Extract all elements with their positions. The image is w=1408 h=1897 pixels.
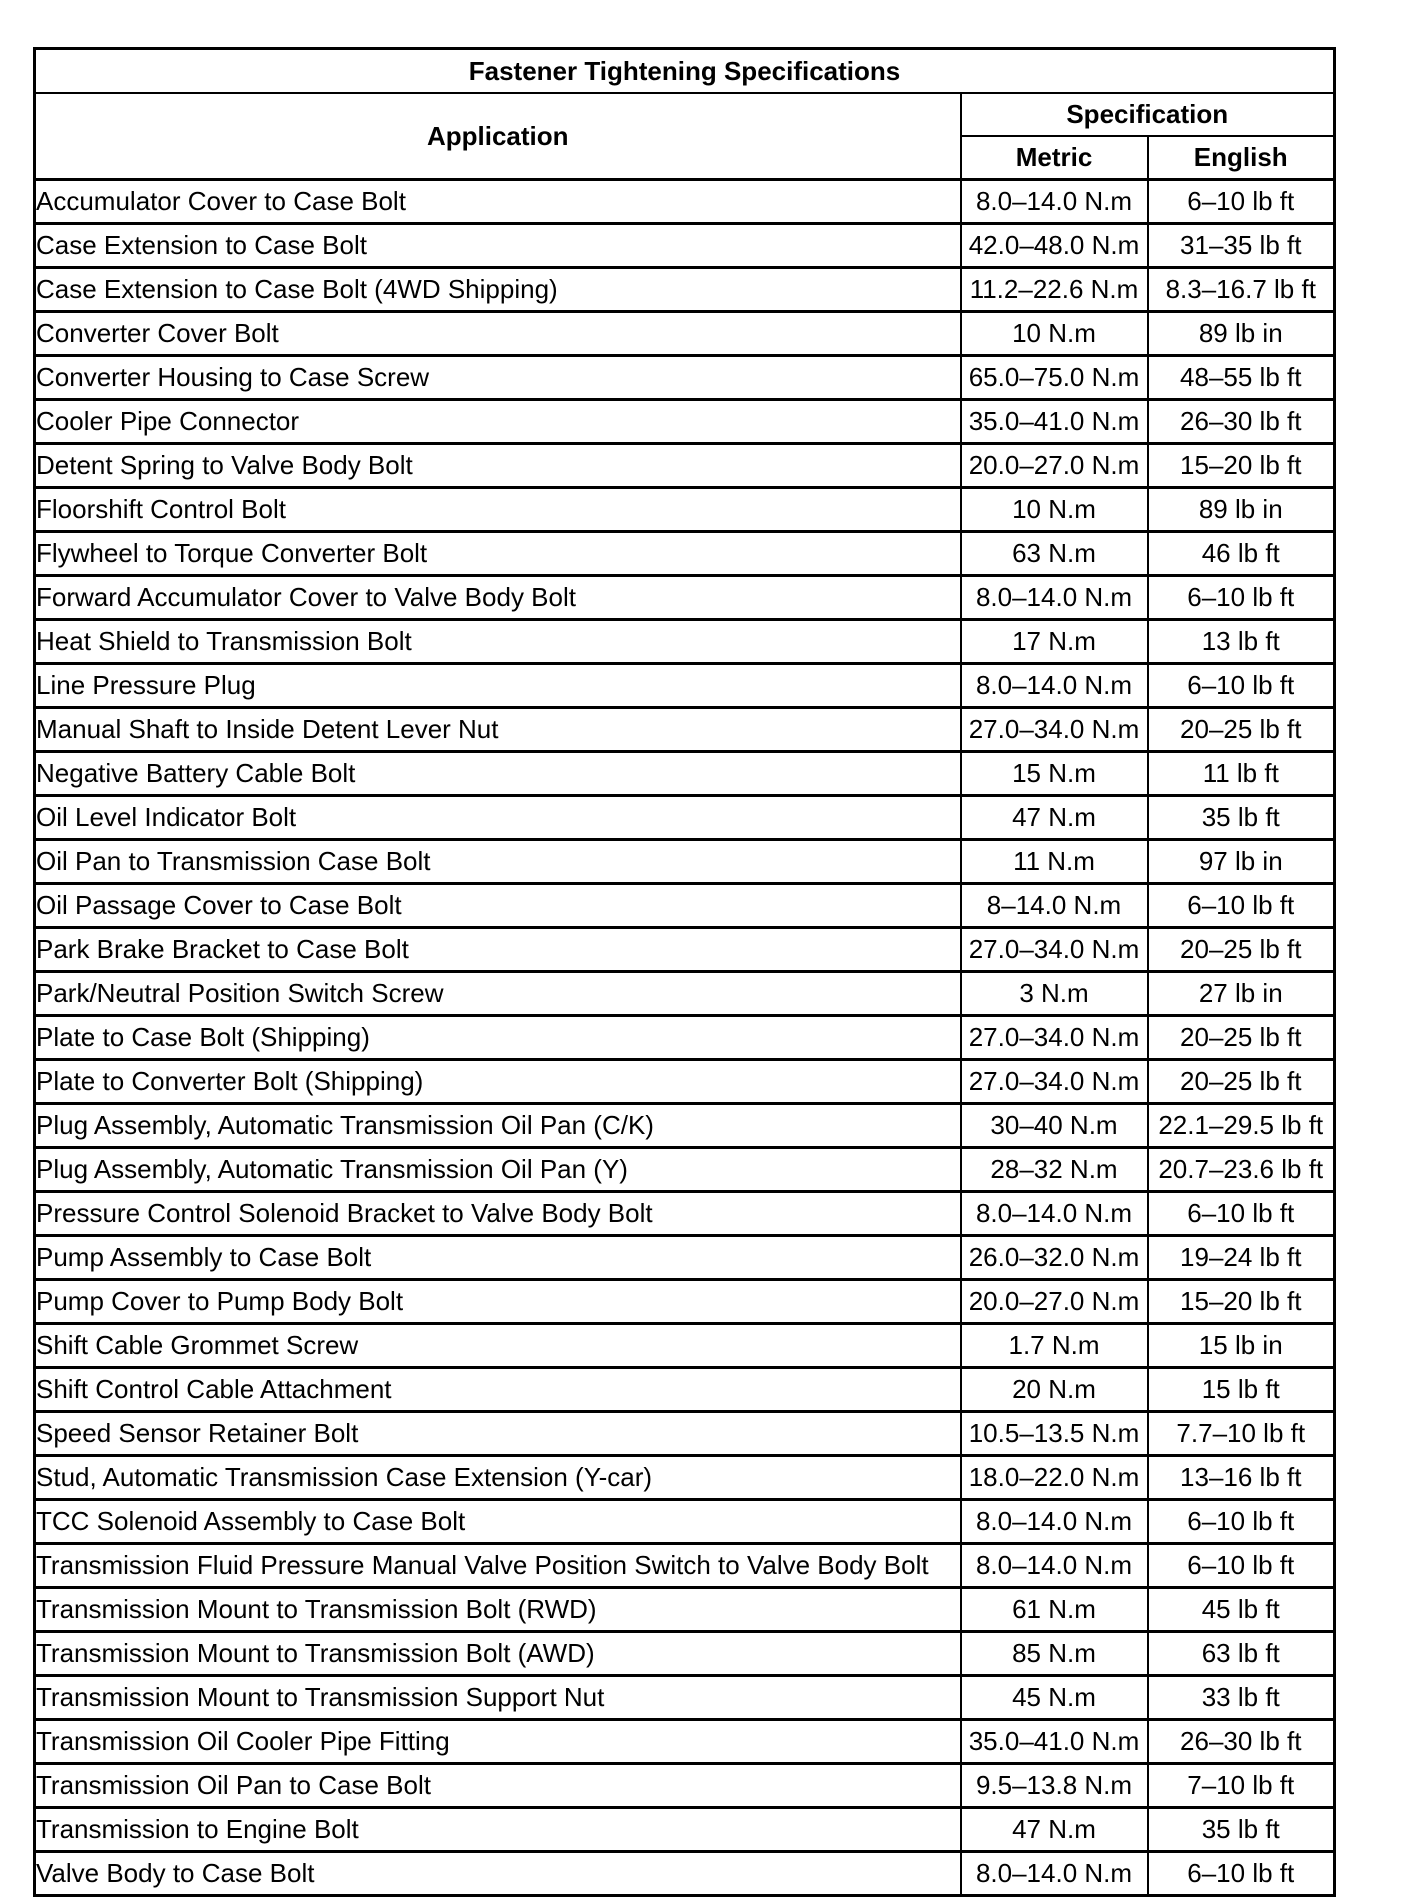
application-cell: Transmission Fluid Pressure Manual Valve Position Switch to Valve Body Bolt bbox=[35, 1544, 961, 1588]
application-cell: Oil Pan to Transmission Case Bolt bbox=[35, 840, 961, 884]
table-row bbox=[35, 1764, 1335, 1808]
english-cell: 6–10 lb ft bbox=[1148, 664, 1335, 708]
metric-cell: 63 N.m bbox=[961, 532, 1148, 576]
english-cell: 20–25 lb ft bbox=[1148, 708, 1335, 752]
table-row bbox=[35, 1500, 1335, 1544]
english-cell: 13 lb ft bbox=[1148, 620, 1335, 664]
english-cell: 48–55 lb ft bbox=[1148, 356, 1335, 400]
english-cell: 7–10 lb ft bbox=[1148, 1764, 1335, 1808]
table-row bbox=[35, 620, 1335, 664]
table-row bbox=[35, 752, 1335, 796]
table-header bbox=[35, 49, 1335, 180]
english-cell: 20.7–23.6 lb ft bbox=[1148, 1148, 1335, 1192]
table-title: Fastener Tightening Specifications bbox=[35, 49, 1335, 94]
metric-cell: 47 N.m bbox=[961, 1808, 1148, 1852]
metric-cell: 85 N.m bbox=[961, 1632, 1148, 1676]
metric-cell: 8–14.0 N.m bbox=[961, 884, 1148, 928]
english-cell: 13–16 lb ft bbox=[1148, 1456, 1335, 1500]
english-cell: 6–10 lb ft bbox=[1148, 576, 1335, 620]
application-cell: Forward Accumulator Cover to Valve Body Bolt bbox=[35, 576, 961, 620]
application-cell: Plug Assembly, Automatic Transmission Oil Pan (Y) bbox=[35, 1148, 961, 1192]
metric-cell: 8.0–14.0 N.m bbox=[961, 1192, 1148, 1236]
metric-cell: 10 N.m bbox=[961, 312, 1148, 356]
table-row bbox=[35, 708, 1335, 752]
application-cell: Manual Shaft to Inside Detent Lever Nut bbox=[35, 708, 961, 752]
english-cell: 89 lb in bbox=[1148, 312, 1335, 356]
application-cell: Converter Housing to Case Screw bbox=[35, 356, 961, 400]
application-cell: Flywheel to Torque Converter Bolt bbox=[35, 532, 961, 576]
english-cell: 35 lb ft bbox=[1148, 796, 1335, 840]
table-row bbox=[35, 928, 1335, 972]
application-cell: Shift Cable Grommet Screw bbox=[35, 1324, 961, 1368]
metric-cell: 8.0–14.0 N.m bbox=[961, 1852, 1148, 1896]
table-row bbox=[35, 1236, 1335, 1280]
metric-cell: 30–40 N.m bbox=[961, 1104, 1148, 1148]
english-cell: 46 lb ft bbox=[1148, 532, 1335, 576]
table-row bbox=[35, 180, 1335, 224]
table-row bbox=[35, 972, 1335, 1016]
table-row bbox=[35, 1808, 1335, 1852]
fastener-spec-table bbox=[33, 47, 1336, 1897]
application-cell: Valve Body to Case Bolt bbox=[35, 1852, 961, 1896]
table-row bbox=[35, 1412, 1335, 1456]
english-cell: 15–20 lb ft bbox=[1148, 444, 1335, 488]
metric-cell: 27.0–34.0 N.m bbox=[961, 928, 1148, 972]
application-cell: Transmission Mount to Transmission Bolt (AWD) bbox=[35, 1632, 961, 1676]
metric-cell: 35.0–41.0 N.m bbox=[961, 400, 1148, 444]
application-cell: Case Extension to Case Bolt bbox=[35, 224, 961, 268]
application-cell: Pressure Control Solenoid Bracket to Valve Body Bolt bbox=[35, 1192, 961, 1236]
english-cell: 45 lb ft bbox=[1148, 1588, 1335, 1632]
application-cell: Oil Level Indicator Bolt bbox=[35, 796, 961, 840]
metric-header: Metric bbox=[961, 136, 1148, 180]
english-cell: 6–10 lb ft bbox=[1148, 180, 1335, 224]
table-row bbox=[35, 1148, 1335, 1192]
english-header: English bbox=[1148, 136, 1335, 180]
metric-cell: 8.0–14.0 N.m bbox=[961, 664, 1148, 708]
application-cell: Transmission Oil Pan to Case Bolt bbox=[35, 1764, 961, 1808]
metric-cell: 20.0–27.0 N.m bbox=[961, 1280, 1148, 1324]
application-cell: Floorshift Control Bolt bbox=[35, 488, 961, 532]
english-cell: 19–24 lb ft bbox=[1148, 1236, 1335, 1280]
english-cell: 8.3–16.7 lb ft bbox=[1148, 268, 1335, 312]
metric-cell: 61 N.m bbox=[961, 1588, 1148, 1632]
metric-cell: 42.0–48.0 N.m bbox=[961, 224, 1148, 268]
metric-cell: 45 N.m bbox=[961, 1676, 1148, 1720]
table-row bbox=[35, 488, 1335, 532]
application-cell: Pump Cover to Pump Body Bolt bbox=[35, 1280, 961, 1324]
application-cell: Plate to Converter Bolt (Shipping) bbox=[35, 1060, 961, 1104]
english-cell: 20–25 lb ft bbox=[1148, 1016, 1335, 1060]
english-cell: 6–10 lb ft bbox=[1148, 1852, 1335, 1896]
metric-cell: 9.5–13.8 N.m bbox=[961, 1764, 1148, 1808]
application-cell: Line Pressure Plug bbox=[35, 664, 961, 708]
english-cell: 6–10 lb ft bbox=[1148, 1192, 1335, 1236]
metric-cell: 1.7 N.m bbox=[961, 1324, 1148, 1368]
table-row bbox=[35, 1588, 1335, 1632]
application-cell: Transmission Mount to Transmission Bolt (RWD) bbox=[35, 1588, 961, 1632]
english-cell: 11 lb ft bbox=[1148, 752, 1335, 796]
metric-cell: 26.0–32.0 N.m bbox=[961, 1236, 1148, 1280]
table-row bbox=[35, 1456, 1335, 1500]
english-cell: 15–20 lb ft bbox=[1148, 1280, 1335, 1324]
table-row bbox=[35, 1720, 1335, 1764]
metric-cell: 8.0–14.0 N.m bbox=[961, 576, 1148, 620]
table-row bbox=[35, 664, 1335, 708]
table-row bbox=[35, 444, 1335, 488]
table-row bbox=[35, 1104, 1335, 1148]
application-cell: Oil Passage Cover to Case Bolt bbox=[35, 884, 961, 928]
application-cell: Transmission Oil Cooler Pipe Fitting bbox=[35, 1720, 961, 1764]
metric-cell: 65.0–75.0 N.m bbox=[961, 356, 1148, 400]
table-row bbox=[35, 1280, 1335, 1324]
application-cell: Transmission Mount to Transmission Support Nut bbox=[35, 1676, 961, 1720]
english-cell: 6–10 lb ft bbox=[1148, 884, 1335, 928]
table-row bbox=[35, 1324, 1335, 1368]
english-cell: 6–10 lb ft bbox=[1148, 1500, 1335, 1544]
table-row bbox=[35, 1544, 1335, 1588]
table-row bbox=[35, 400, 1335, 444]
application-cell: Transmission to Engine Bolt bbox=[35, 1808, 961, 1852]
table-row bbox=[35, 532, 1335, 576]
application-cell: Shift Control Cable Attachment bbox=[35, 1368, 961, 1412]
metric-cell: 11 N.m bbox=[961, 840, 1148, 884]
english-cell: 20–25 lb ft bbox=[1148, 1060, 1335, 1104]
english-cell: 63 lb ft bbox=[1148, 1632, 1335, 1676]
table-row bbox=[35, 356, 1335, 400]
application-cell: Cooler Pipe Connector bbox=[35, 400, 961, 444]
metric-cell: 47 N.m bbox=[961, 796, 1148, 840]
metric-cell: 11.2–22.6 N.m bbox=[961, 268, 1148, 312]
application-cell: Plate to Case Bolt (Shipping) bbox=[35, 1016, 961, 1060]
table-row bbox=[35, 1368, 1335, 1412]
application-cell: Stud, Automatic Transmission Case Extension (Y-car) bbox=[35, 1456, 961, 1500]
application-cell: Accumulator Cover to Case Bolt bbox=[35, 180, 961, 224]
metric-cell: 17 N.m bbox=[961, 620, 1148, 664]
english-cell: 35 lb ft bbox=[1148, 1808, 1335, 1852]
english-cell: 15 lb ft bbox=[1148, 1368, 1335, 1412]
metric-cell: 10 N.m bbox=[961, 488, 1148, 532]
metric-cell: 10.5–13.5 N.m bbox=[961, 1412, 1148, 1456]
english-cell: 15 lb in bbox=[1148, 1324, 1335, 1368]
metric-cell: 8.0–14.0 N.m bbox=[961, 180, 1148, 224]
table-row bbox=[35, 1632, 1335, 1676]
application-cell: Pump Assembly to Case Bolt bbox=[35, 1236, 961, 1280]
english-cell: 31–35 lb ft bbox=[1148, 224, 1335, 268]
application-cell: Detent Spring to Valve Body Bolt bbox=[35, 444, 961, 488]
english-cell: 33 lb ft bbox=[1148, 1676, 1335, 1720]
table-row bbox=[35, 1016, 1335, 1060]
application-cell: Heat Shield to Transmission Bolt bbox=[35, 620, 961, 664]
application-cell: Case Extension to Case Bolt (4WD Shipping) bbox=[35, 268, 961, 312]
table-row bbox=[35, 1192, 1335, 1236]
table-row bbox=[35, 1060, 1335, 1104]
metric-cell: 27.0–34.0 N.m bbox=[961, 708, 1148, 752]
application-cell: Park/Neutral Position Switch Screw bbox=[35, 972, 961, 1016]
application-cell: Park Brake Bracket to Case Bolt bbox=[35, 928, 961, 972]
application-cell: Plug Assembly, Automatic Transmission Oil Pan (C/K) bbox=[35, 1104, 961, 1148]
metric-cell: 28–32 N.m bbox=[961, 1148, 1148, 1192]
metric-cell: 20 N.m bbox=[961, 1368, 1148, 1412]
application-cell: Converter Cover Bolt bbox=[35, 312, 961, 356]
table-row bbox=[35, 576, 1335, 620]
table-row bbox=[35, 1676, 1335, 1720]
metric-cell: 20.0–27.0 N.m bbox=[961, 444, 1148, 488]
table-row bbox=[35, 884, 1335, 928]
english-cell: 97 lb in bbox=[1148, 840, 1335, 884]
metric-cell: 27.0–34.0 N.m bbox=[961, 1060, 1148, 1104]
english-cell: 26–30 lb ft bbox=[1148, 1720, 1335, 1764]
english-cell: 20–25 lb ft bbox=[1148, 928, 1335, 972]
english-cell: 89 lb in bbox=[1148, 488, 1335, 532]
english-cell: 27 lb in bbox=[1148, 972, 1335, 1016]
metric-cell: 3 N.m bbox=[961, 972, 1148, 1016]
metric-cell: 35.0–41.0 N.m bbox=[961, 1720, 1148, 1764]
english-cell: 22.1–29.5 lb ft bbox=[1148, 1104, 1335, 1148]
english-cell: 7.7–10 lb ft bbox=[1148, 1412, 1335, 1456]
application-cell: Speed Sensor Retainer Bolt bbox=[35, 1412, 961, 1456]
table-body bbox=[35, 180, 1335, 1896]
table-row bbox=[35, 224, 1335, 268]
application-cell: TCC Solenoid Assembly to Case Bolt bbox=[35, 1500, 961, 1544]
table-row bbox=[35, 268, 1335, 312]
metric-cell: 15 N.m bbox=[961, 752, 1148, 796]
table-row bbox=[35, 1852, 1335, 1896]
table-row bbox=[35, 796, 1335, 840]
metric-cell: 27.0–34.0 N.m bbox=[961, 1016, 1148, 1060]
metric-cell: 8.0–14.0 N.m bbox=[961, 1500, 1148, 1544]
metric-cell: 18.0–22.0 N.m bbox=[961, 1456, 1148, 1500]
application-header: Application bbox=[35, 93, 961, 180]
application-cell: Negative Battery Cable Bolt bbox=[35, 752, 961, 796]
table-row bbox=[35, 312, 1335, 356]
english-cell: 6–10 lb ft bbox=[1148, 1544, 1335, 1588]
table-row bbox=[35, 840, 1335, 884]
specification-header: Specification bbox=[961, 93, 1335, 136]
metric-cell: 8.0–14.0 N.m bbox=[961, 1544, 1148, 1588]
english-cell: 26–30 lb ft bbox=[1148, 400, 1335, 444]
